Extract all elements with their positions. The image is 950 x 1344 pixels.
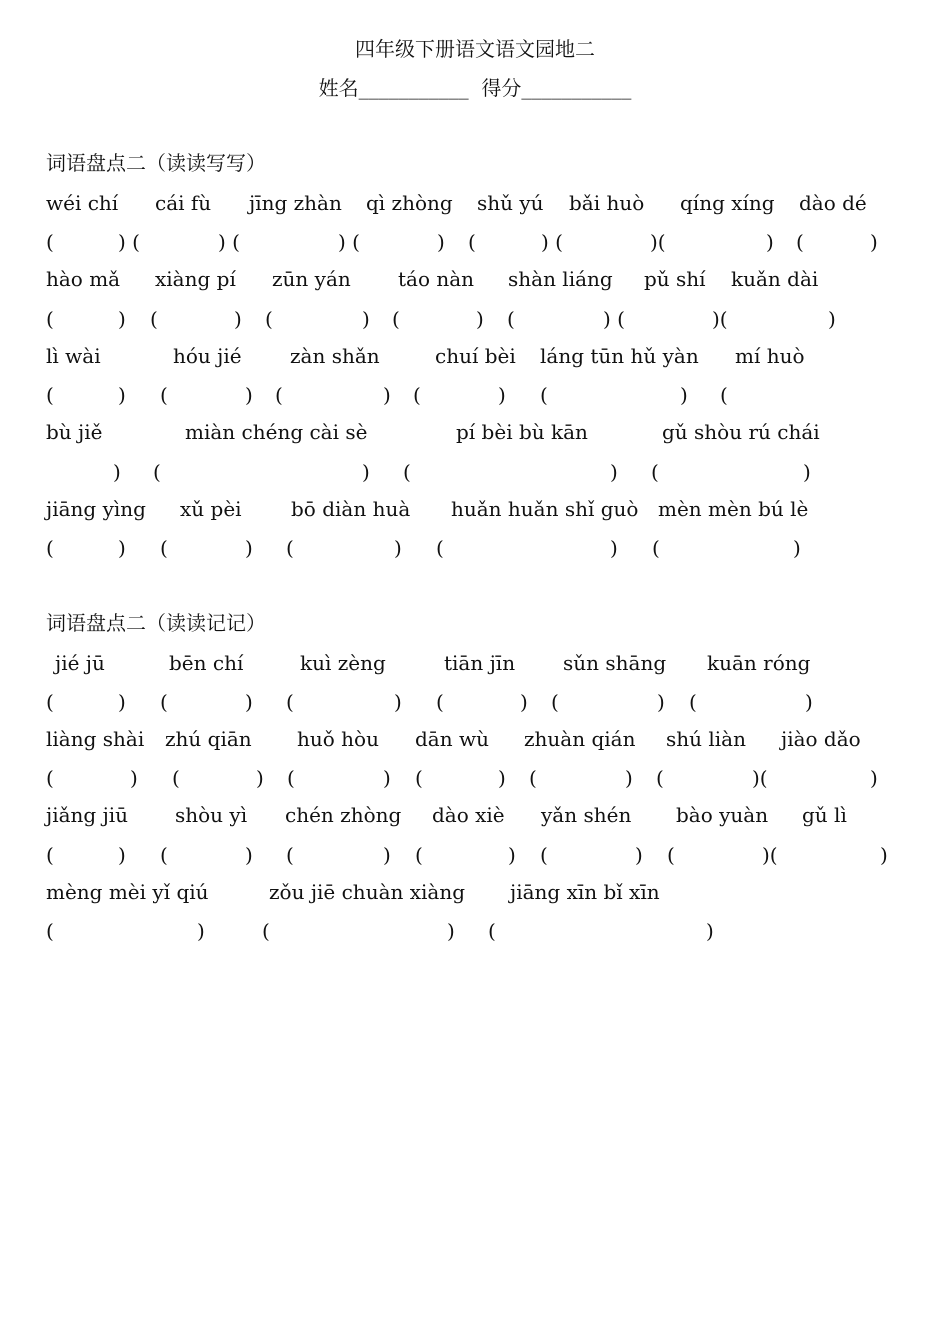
answer-bracket[interactable]: ( <box>160 383 168 407</box>
pinyin-word: yǎn shén <box>541 803 632 827</box>
pinyin-word: shú liàn <box>666 727 746 751</box>
answer-bracket[interactable]: ( <box>689 690 697 714</box>
answer-bracket[interactable]: ) <box>383 383 391 407</box>
pinyin-word: dào dé <box>799 191 867 215</box>
pinyin-word: dào xiè <box>432 803 505 827</box>
answer-bracket[interactable]: ) <box>245 690 253 714</box>
answer-bracket[interactable]: ) ( <box>338 230 360 254</box>
pinyin-word: mèng mèi yǐ qiú <box>46 880 209 904</box>
answer-bracket[interactable]: )( <box>752 766 768 790</box>
answer-bracket[interactable]: ( <box>46 919 54 943</box>
pinyin-word: wéi chí <box>46 191 119 215</box>
answer-bracket[interactable]: ( <box>46 536 54 560</box>
pinyin-word: bēn chí <box>169 651 244 675</box>
answer-bracket[interactable]: ) <box>520 690 528 714</box>
pinyin-word: bō diàn huà <box>291 497 411 521</box>
answer-bracket[interactable]: ) <box>476 307 484 331</box>
pinyin-word: zūn yán <box>272 267 351 291</box>
answer-bracket[interactable]: ) <box>870 766 878 790</box>
pinyin-word: táo nàn <box>398 267 475 291</box>
pinyin-word: kuǎn dài <box>731 267 819 291</box>
answer-bracket[interactable]: ) <box>610 536 618 560</box>
answer-bracket[interactable]: ) <box>118 307 126 331</box>
answer-bracket[interactable]: ) <box>706 919 714 943</box>
answer-bracket[interactable]: ) <box>766 230 774 254</box>
answer-bracket[interactable]: ( <box>46 383 54 407</box>
pinyin-word: zhuàn qián <box>524 727 636 751</box>
pinyin-word: shǔ yú <box>477 191 544 215</box>
answer-bracket[interactable]: ( <box>46 766 54 790</box>
pinyin-word: jié jū <box>55 651 105 675</box>
answer-bracket[interactable]: ( <box>153 460 161 484</box>
answer-bracket[interactable]: ) <box>447 919 455 943</box>
answer-bracket[interactable]: ) <box>245 536 253 560</box>
section-heading: 词语盘点二（读读写写） <box>46 151 266 175</box>
answer-bracket[interactable]: ) <box>828 307 836 331</box>
answer-bracket[interactable]: ) ( <box>603 307 625 331</box>
section-heading: 词语盘点二（读读记记） <box>46 611 266 635</box>
pinyin-word: tiān jīn <box>444 651 516 675</box>
pinyin-word: cái fù <box>155 191 212 215</box>
answer-bracket[interactable]: ( <box>507 307 515 331</box>
answer-bracket[interactable]: ) <box>113 460 121 484</box>
answer-bracket[interactable]: ( <box>796 230 804 254</box>
answer-bracket[interactable]: ) ( <box>118 230 140 254</box>
pinyin-word: jiāng xīn bǐ xīn <box>510 880 660 904</box>
answer-bracket[interactable]: ) <box>610 460 618 484</box>
answer-bracket[interactable]: ) <box>197 919 205 943</box>
answer-bracket[interactable]: ) <box>383 843 391 867</box>
answer-bracket[interactable]: ( <box>46 230 54 254</box>
answer-bracket[interactable]: ( <box>286 690 294 714</box>
pinyin-word: dān wù <box>415 727 489 751</box>
answer-bracket[interactable]: ) <box>394 536 402 560</box>
answer-bracket[interactable]: ) <box>245 843 253 867</box>
pinyin-word: jīng zhàn <box>249 191 342 215</box>
answer-bracket[interactable]: ) <box>870 230 878 254</box>
answer-bracket[interactable]: ( <box>652 536 660 560</box>
pinyin-word: xiàng pí <box>155 267 236 291</box>
pinyin-word: mèn mèn bú lè <box>658 497 809 521</box>
pinyin-word: zàn shǎn <box>290 344 380 368</box>
answer-bracket[interactable]: ) ( <box>218 230 240 254</box>
pinyin-word: jiāng yìng <box>46 497 146 521</box>
answer-bracket[interactable]: ( <box>286 843 294 867</box>
pinyin-word: gǔ shòu rú chái <box>662 420 820 444</box>
answer-bracket[interactable]: ( <box>46 690 54 714</box>
answer-bracket[interactable]: ) <box>118 690 126 714</box>
answer-bracket[interactable]: ( <box>160 536 168 560</box>
answer-bracket[interactable]: ) <box>680 383 688 407</box>
answer-bracket[interactable]: ( <box>160 843 168 867</box>
answer-bracket[interactable]: ( <box>392 307 400 331</box>
pinyin-word: jiǎng jiū <box>46 803 129 827</box>
pinyin-word: qíng xíng <box>680 191 775 215</box>
answer-bracket[interactable]: ( <box>275 383 283 407</box>
pinyin-word: jiào dǎo <box>781 727 861 751</box>
answer-bracket[interactable]: ) <box>362 307 370 331</box>
pinyin-word: hóu jié <box>173 344 242 368</box>
answer-bracket[interactable]: ( <box>488 919 496 943</box>
answer-bracket[interactable]: ( <box>468 230 476 254</box>
answer-bracket[interactable]: ) <box>394 690 402 714</box>
answer-bracket[interactable]: ( <box>436 536 444 560</box>
answer-bracket[interactable]: ) <box>130 766 138 790</box>
answer-bracket[interactable]: )( <box>650 230 666 254</box>
answer-bracket[interactable]: ) ( <box>541 230 563 254</box>
answer-bracket[interactable]: ( <box>265 307 273 331</box>
pinyin-word: zhú qiān <box>165 727 252 751</box>
answer-bracket[interactable]: ) <box>498 383 506 407</box>
page-title: 四年级下册语文语文园地二 <box>355 37 595 61</box>
pinyin-word: lì wài <box>46 344 101 368</box>
pinyin-word: zǒu jiē chuàn xiàng <box>269 880 466 904</box>
answer-bracket[interactable]: ) <box>118 843 126 867</box>
pinyin-word: shàn liáng <box>508 267 613 291</box>
pinyin-word: bù jiě <box>46 420 103 444</box>
answer-bracket[interactable]: ( <box>172 766 180 790</box>
pinyin-word: xǔ pèi <box>180 497 242 521</box>
answer-bracket[interactable]: ( <box>413 383 421 407</box>
pinyin-word: huǒ hòu <box>297 727 379 751</box>
answer-bracket[interactable]: ( <box>287 766 295 790</box>
answer-bracket[interactable]: ) <box>625 766 633 790</box>
answer-bracket[interactable]: ) <box>256 766 264 790</box>
answer-bracket[interactable]: ) <box>437 230 445 254</box>
pinyin-word: chuí bèi <box>435 344 516 368</box>
answer-bracket[interactable]: ) <box>245 383 253 407</box>
pinyin-word: mí huò <box>735 344 805 368</box>
pinyin-word: liàng shài <box>46 727 145 751</box>
answer-bracket[interactable]: ( <box>415 843 423 867</box>
pinyin-word: bào yuàn <box>676 803 769 827</box>
answer-bracket[interactable]: ) <box>508 843 516 867</box>
answer-bracket[interactable]: ( <box>651 460 659 484</box>
answer-bracket[interactable]: ) <box>234 307 242 331</box>
pinyin-word: hào mǎ <box>46 267 121 291</box>
answer-bracket[interactable]: ) <box>118 383 126 407</box>
pinyin-word: qì zhòng <box>366 191 453 215</box>
answer-bracket[interactable]: ( <box>436 690 444 714</box>
pinyin-word: chén zhòng <box>285 803 402 827</box>
answer-bracket[interactable]: ( <box>262 919 270 943</box>
answer-bracket[interactable]: ( <box>403 460 411 484</box>
answer-bracket[interactable]: ) <box>880 843 888 867</box>
answer-bracket[interactable]: ( <box>667 843 675 867</box>
pinyin-word: gǔ lì <box>802 803 847 827</box>
pinyin-word: kuān róng <box>707 651 811 675</box>
answer-bracket[interactable]: )( <box>762 843 778 867</box>
pinyin-word: kuì zèng <box>300 651 386 675</box>
pinyin-word: sǔn shāng <box>563 651 667 675</box>
pinyin-word: bǎi huò <box>569 191 645 215</box>
answer-bracket[interactable]: ) <box>657 690 665 714</box>
answer-bracket[interactable]: )( <box>712 307 728 331</box>
answer-bracket[interactable]: ( <box>160 690 168 714</box>
answer-bracket[interactable]: ) <box>498 766 506 790</box>
answer-bracket[interactable]: ( <box>551 690 559 714</box>
answer-bracket[interactable]: ( <box>529 766 537 790</box>
answer-bracket[interactable]: ) <box>803 460 811 484</box>
answer-bracket[interactable]: ( <box>540 843 548 867</box>
answer-bracket[interactable]: ( <box>415 766 423 790</box>
answer-bracket[interactable]: ( <box>286 536 294 560</box>
answer-bracket[interactable]: ( <box>540 383 548 407</box>
pinyin-word: shòu yì <box>175 803 248 827</box>
answer-bracket[interactable]: ) <box>383 766 391 790</box>
pinyin-word: huǎn huǎn shǐ guò <box>451 497 639 521</box>
answer-bracket[interactable]: ) <box>793 536 801 560</box>
pinyin-word: láng tūn hǔ yàn <box>540 344 699 368</box>
answer-bracket[interactable]: ) <box>635 843 643 867</box>
answer-bracket[interactable]: ( <box>656 766 664 790</box>
answer-bracket[interactable]: ( <box>46 843 54 867</box>
answer-bracket[interactable]: ( <box>46 307 54 331</box>
answer-bracket[interactable]: ( <box>720 383 728 407</box>
answer-bracket[interactable]: ) <box>805 690 813 714</box>
pinyin-word: miàn chéng cài sè <box>185 420 368 444</box>
name-score-line: 姓名___________ 得分___________ <box>318 76 632 100</box>
answer-bracket[interactable]: ( <box>150 307 158 331</box>
pinyin-word: pí bèi bù kān <box>456 420 588 444</box>
answer-bracket[interactable]: ) <box>362 460 370 484</box>
answer-bracket[interactable]: ) <box>118 536 126 560</box>
pinyin-word: pǔ shí <box>644 267 706 291</box>
